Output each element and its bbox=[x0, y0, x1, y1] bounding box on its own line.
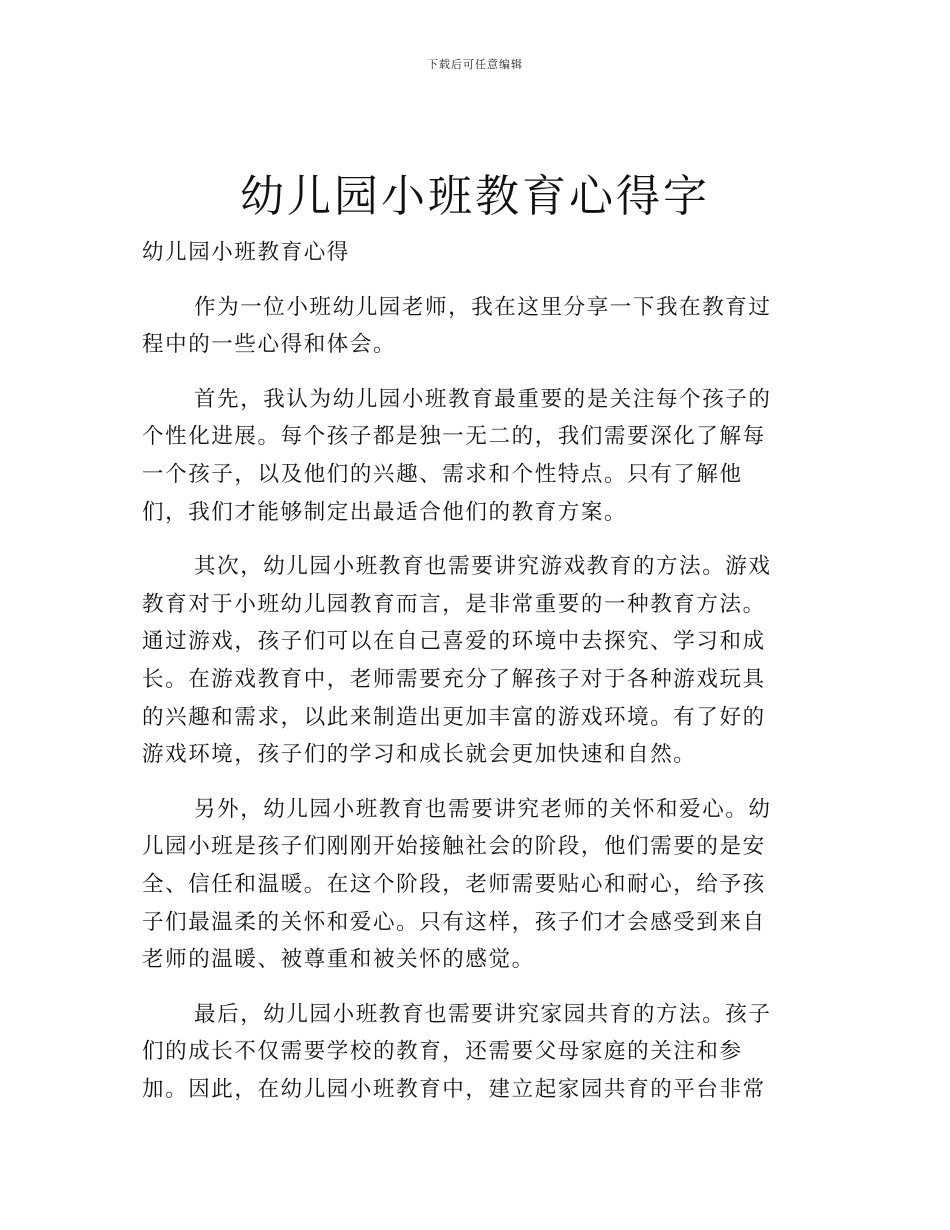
paragraph-third bbox=[142, 791, 810, 979]
paragraph-fourth bbox=[142, 996, 810, 1109]
paragraph-line: 最后，幼儿园小班教育也需要讲究家园共育的方法。孩子 bbox=[194, 1001, 772, 1027]
paragraph-line: 其次，幼儿园小班教育也需要讲究游戏教育的方法。游戏 bbox=[194, 554, 772, 580]
paragraph-line: 个性化进展。每个孩子都是独一无二的，我们需要深化了解每 bbox=[142, 424, 766, 450]
paragraph-line: 首先，我认为幼儿园小班教育最重要的是关注每个孩子的 bbox=[194, 386, 772, 412]
paragraph-line: 程中的一些心得和体会。 bbox=[142, 332, 397, 358]
paragraph-line: 儿园小班是孩子们刚刚开始接触社会的阶段，他们需要的是安 bbox=[142, 834, 766, 860]
paragraph-line: 们的成长不仅需要学校的教育，还需要父母家庭的关注和参 bbox=[142, 1039, 743, 1065]
document-body bbox=[142, 234, 810, 1125]
paragraph-line: 全、信任和温暖。在这个阶段，老师需要贴心和耐心，给予孩 bbox=[142, 871, 766, 897]
paragraph-line: 一个孩子，以及他们的兴趣、需求和个性特点。只有了解他 bbox=[142, 461, 743, 487]
paragraph-line: 加。因此，在幼儿园小班教育中，建立起家园共育的平台非常 bbox=[142, 1076, 766, 1102]
paragraph-line: 长。在游戏教育中，老师需要充分了解孩子对于各种游戏玩具 bbox=[142, 666, 766, 692]
document-subtitle bbox=[142, 234, 810, 272]
paragraph-second bbox=[142, 548, 810, 774]
document-title: 幼儿园小班教育心得字 bbox=[240, 171, 710, 222]
paragraph-line: 的兴趣和需求，以此来制造出更加丰富的游戏环境。有了好的 bbox=[142, 704, 766, 730]
subtitle-line: 幼儿园小班教育心得 bbox=[142, 240, 350, 265]
paragraph-line: 教育对于小班幼儿园教育而言，是非常重要的一种教育方法。 bbox=[142, 591, 766, 617]
page-header-note: 下载后可任意编辑 bbox=[427, 58, 523, 71]
paragraph-line: 通过游戏，孩子们可以在自己喜爱的环境中去探究、学习和成 bbox=[142, 629, 766, 655]
paragraph-intro bbox=[142, 289, 810, 364]
paragraph-line: 们，我们才能够制定出最适合他们的教育方案。 bbox=[142, 499, 628, 525]
paragraph-line: 游戏环境，孩子们的学习和成长就会更加快速和自然。 bbox=[142, 742, 697, 768]
paragraph-line: 作为一位小班幼儿园老师，我在这里分享一下我在教育过 bbox=[194, 294, 772, 320]
paragraph-line: 子们最温柔的关怀和爱心。只有这样，孩子们才会感受到来自 bbox=[142, 909, 766, 935]
paragraph-line: 老师的温暖、被尊重和被关怀的感觉。 bbox=[142, 947, 535, 973]
paragraph-first bbox=[142, 381, 810, 531]
paragraph-line: 另外，幼儿园小班教育也需要讲究老师的关怀和爱心。幼 bbox=[194, 796, 772, 822]
